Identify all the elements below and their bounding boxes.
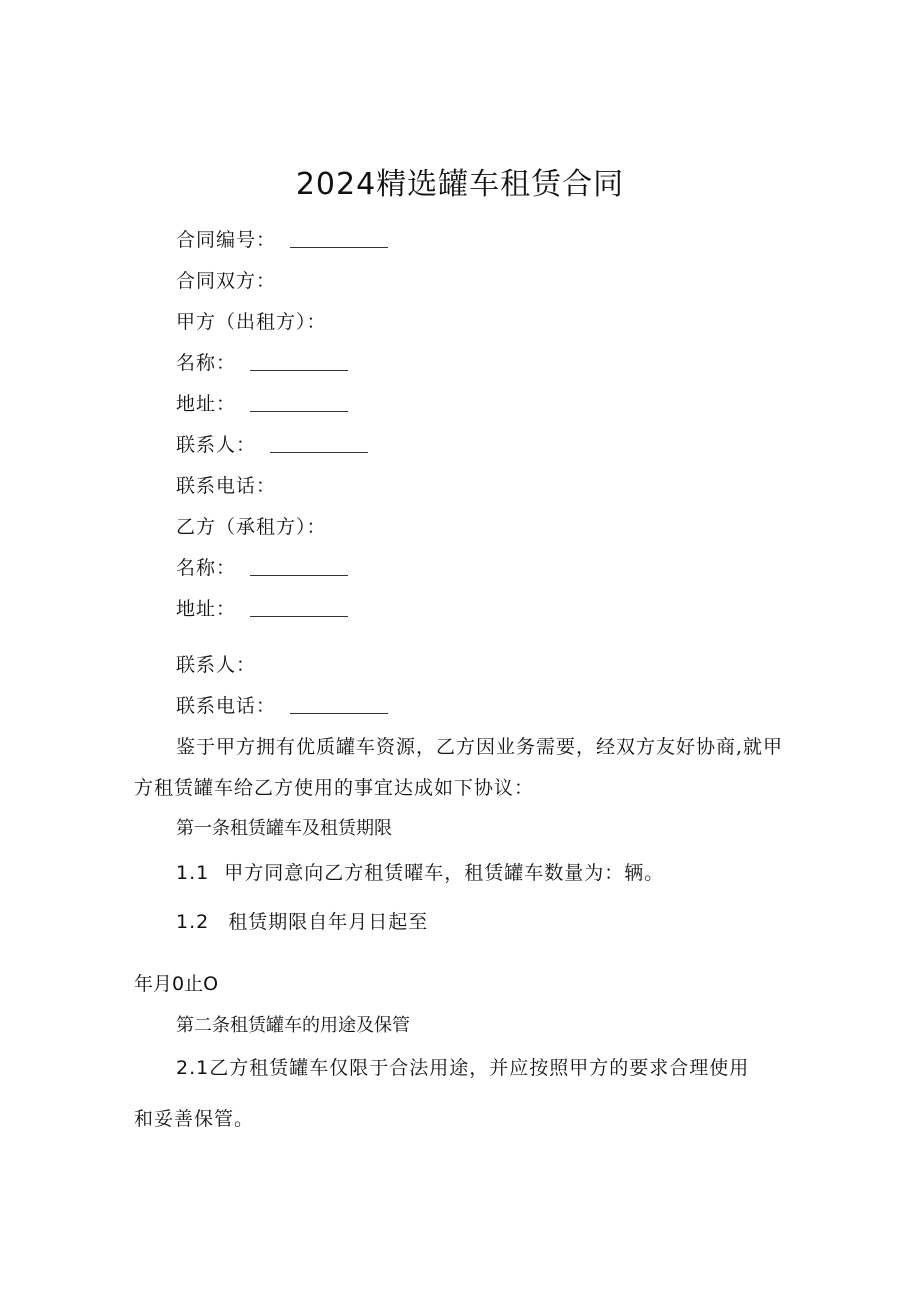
party-a-name-line <box>176 351 348 375</box>
intro-paragraph-line-2: 方租赁罐车给乙方使用的事宜达成如下协议： <box>134 777 535 799</box>
party-b-address-blank <box>250 598 348 617</box>
intro-paragraph-line-1: 鉴于甲方拥有优质罐车资源，乙方因业务需要，经双方友好协商,就甲 <box>176 736 784 758</box>
party-a-contact-blank <box>270 434 368 453</box>
party-b-address-label: 地址： <box>176 598 237 620</box>
clause-1-2-continuation: 年月0止O <box>134 973 219 995</box>
clause-2-1-text: 乙方租赁罐车仅限于合法用途，并应按照甲方的要求合理使用 <box>209 1057 750 1079</box>
contract-parties-label: 合同双方： <box>176 270 277 292</box>
article-2-heading: 第二条租赁罐车的用途及保管 <box>176 1015 410 1036</box>
contract-number-line <box>176 228 388 252</box>
party-b-contact-label: 联系人： <box>176 654 257 676</box>
party-b-phone-blank <box>290 695 388 714</box>
clause-1-1-text: 甲方同意向乙方租赁曜车，租赁罐车数量为：辆。 <box>224 862 665 884</box>
clause-2-1-continuation: 和妥善保管。 <box>134 1108 255 1130</box>
party-b-phone-label: 联系电话： <box>176 695 277 717</box>
clause-2-1 <box>176 1056 749 1080</box>
party-a-phone-label: 联系电话： <box>176 475 277 497</box>
article-1-heading: 第一条租赁罐车及租赁期限 <box>176 818 392 839</box>
party-b-name-line <box>176 556 348 580</box>
party-a-address-label: 地址： <box>176 393 237 415</box>
contract-number-label: 合同编号： <box>176 229 277 251</box>
clause-1-1 <box>176 861 664 885</box>
clause-1-2-number: 1.2 <box>176 911 210 933</box>
party-a-address-line <box>176 392 348 416</box>
clause-2-1-number: 2.1 <box>176 1057 210 1079</box>
contract-number-blank <box>290 229 388 248</box>
document-title: 2024精选罐车租赁合同 <box>295 167 625 202</box>
party-b-phone-line <box>176 694 388 718</box>
party-b-name-blank <box>250 557 348 576</box>
party-b-address-line <box>176 597 348 621</box>
party-a-contact-label: 联系人： <box>176 434 257 456</box>
party-b-heading: 乙方（承租方）： <box>176 516 327 538</box>
party-a-name-blank <box>250 352 348 371</box>
clause-1-2-text: 租赁期限自年月日起至 <box>228 911 429 933</box>
party-b-name-label: 名称： <box>176 557 237 579</box>
party-a-heading: 甲方（出租方）： <box>176 311 327 333</box>
party-a-address-blank <box>250 393 348 412</box>
party-a-contact-line <box>176 433 368 457</box>
clause-1-2 <box>176 910 428 934</box>
party-a-name-label: 名称： <box>176 352 237 374</box>
clause-1-1-number: 1.1 <box>176 862 210 884</box>
